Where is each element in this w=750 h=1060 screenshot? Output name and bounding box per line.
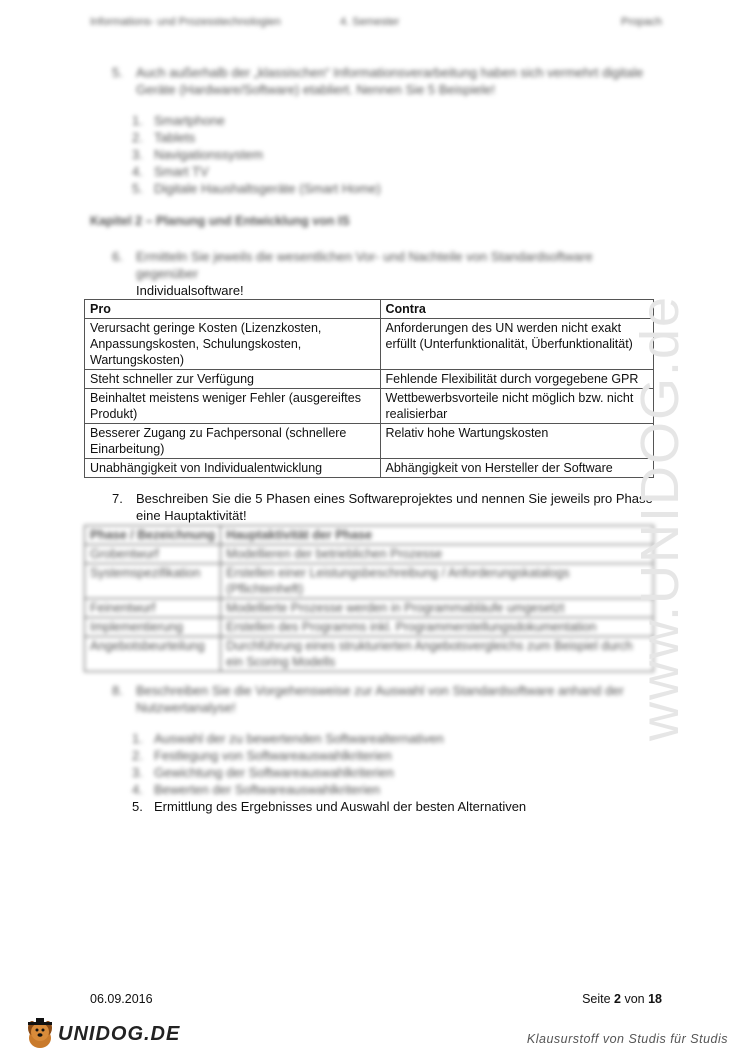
question-text-blurred: Ermitteln Sie jeweils die wesentlichen Vor- und Nachteile von Standardsoftware gegenüber [136, 249, 593, 281]
answer-list [132, 730, 652, 798]
table-row [85, 564, 654, 599]
question-number: 8. [112, 683, 123, 698]
list-item: 3. Navigationssystem [132, 147, 264, 162]
table-cell: Systemspezifikation [85, 564, 221, 599]
header-author: Propach [621, 16, 662, 28]
question-number: 5. [112, 65, 123, 80]
header-activity: Hauptaktivität der Phase [221, 526, 654, 545]
table-cell: Erstellen des Programms inkl. Programmerstellungsdokumentation [221, 618, 654, 637]
phases-table [84, 525, 654, 672]
watermark: www.UNIDOG.de [630, 294, 690, 741]
question-text: Beschreiben Sie die Vorgehensweise zur Auswahl von Standardsoftware anhand der Nutzwertanalyse! [136, 683, 624, 715]
question-text: Individualsoftware! [136, 283, 244, 298]
list-item: 4. Bewerten der Softwareauswahlkriterien [132, 782, 381, 797]
table-cell: Grobentwurf [85, 545, 221, 564]
table-row [85, 370, 654, 389]
table-row [85, 618, 654, 637]
pro-contra-table [84, 299, 654, 478]
table-row [85, 389, 654, 424]
header-phase: Phase / Bezeichnung [85, 526, 221, 545]
table-cell: Relativ hohe Wartungskosten [380, 424, 654, 459]
question-text: Auch außerhalb der „klassischen“ Informationsverarbeitung haben sich vermehrt digitale Geräte (Hardware/Software) etabliert. Nennen Sie 5 Beispiele! [136, 65, 644, 97]
table-cell: Besserer Zugang zu Fachpersonal (schnellere Einarbeitung) [85, 424, 381, 459]
question-number: 7. [112, 491, 123, 506]
question-text: Beschreiben Sie die 5 Phasen eines Softwareprojektes und nennen Sie jeweils pro Phase eine Hauptaktivität! [136, 491, 653, 523]
list-item: 5. Ermittlung des Ergebnisses und Auswahl der besten Alternativen [132, 799, 527, 814]
list-item: 1. Smartphone [132, 113, 225, 128]
table-cell: Erstellen einer Leistungsbeschreibung / Anforderungskatalogs (Pflichtenheft) [221, 564, 654, 599]
question-number: 6. [112, 249, 123, 264]
table-row [85, 637, 654, 672]
chapter-heading: Kapitel 2 – Planung und Entwicklung von IS [90, 214, 350, 228]
table-cell: Durchführung eines strukturierten Angebotsvergleichs zum Beispiel durch ein Scoring Modells [221, 637, 654, 672]
table-cell: Wettbewerbsvorteile nicht möglich bzw. nicht realisierbar [380, 389, 654, 424]
list-item: 1. Auswahl der zu bewertenden Softwarealternativen [132, 731, 444, 746]
dog-icon [22, 1016, 58, 1052]
question-6 [112, 248, 652, 299]
header-contra: Contra [380, 300, 654, 319]
table-cell: Implementierung [85, 618, 221, 637]
table-cell: Abhängigkeit von Hersteller der Software [380, 459, 654, 478]
table-cell: Feinentwurf [85, 599, 221, 618]
table-cell: Unabhängigkeit von Individualentwicklung [85, 459, 381, 478]
question-7 [112, 490, 664, 524]
table-cell: Beinhaltet meistens weniger Fehler (ausgereiftes Produkt) [85, 389, 381, 424]
page-header [90, 16, 662, 36]
list-item: 5. Digitale Haushaltsgeräte (Smart Home) [132, 181, 381, 196]
table-row [85, 545, 654, 564]
logo-text: UNIDOG.DE [58, 1022, 181, 1045]
current-page: 2 [614, 992, 621, 1006]
list-item: 2. Tablets [132, 130, 196, 145]
table-row [85, 599, 654, 618]
table-cell: Modellierte Prozesse werden in Programmabläufe umgesetzt [221, 599, 654, 618]
table-row [85, 319, 654, 370]
footer-date: 06.09.2016 [90, 992, 153, 1006]
table-row [85, 459, 654, 478]
list-item: 3. Gewichtung der Softwareauswahlkriterien [132, 765, 394, 780]
header-pro: Pro [85, 300, 381, 319]
question-8 [112, 682, 652, 815]
table-cell: Steht schneller zur Verfügung [85, 370, 381, 389]
table-cell: Fehlende Flexibilität durch vorgegebene GPR [380, 370, 654, 389]
total-pages: 18 [648, 992, 662, 1006]
answer-list [132, 112, 652, 197]
list-item: 4. Smart TV [132, 164, 209, 179]
table-cell: Modellieren der betrieblichen Prozesse [221, 545, 654, 564]
table-row [85, 424, 654, 459]
table-cell: Angebotsbeurteilung [85, 637, 221, 672]
table-cell: Anforderungen des UN werden nicht exakt erfüllt (Unterfunktionalität, Überfunktionalität) [380, 319, 654, 370]
table-header-row [85, 300, 654, 319]
page-number: Seite 2 von 18 [582, 992, 662, 1006]
tagline: Klausurstoff von Studis für Studis [526, 1032, 728, 1046]
table-cell: Verursacht geringe Kosten (Lizenzkosten, Anpassungskosten, Schulungskosten, Wartungskosten) [85, 319, 381, 370]
table-header-row [85, 526, 654, 545]
list-item: 2. Festlegung von Softwareauswahlkriterien [132, 748, 392, 763]
question-5 [112, 64, 652, 197]
header-course: Informations- und Prozesstechnologien [90, 16, 281, 28]
header-semester: 4. Semester [340, 16, 400, 28]
unidog-logo[interactable] [22, 1016, 180, 1052]
